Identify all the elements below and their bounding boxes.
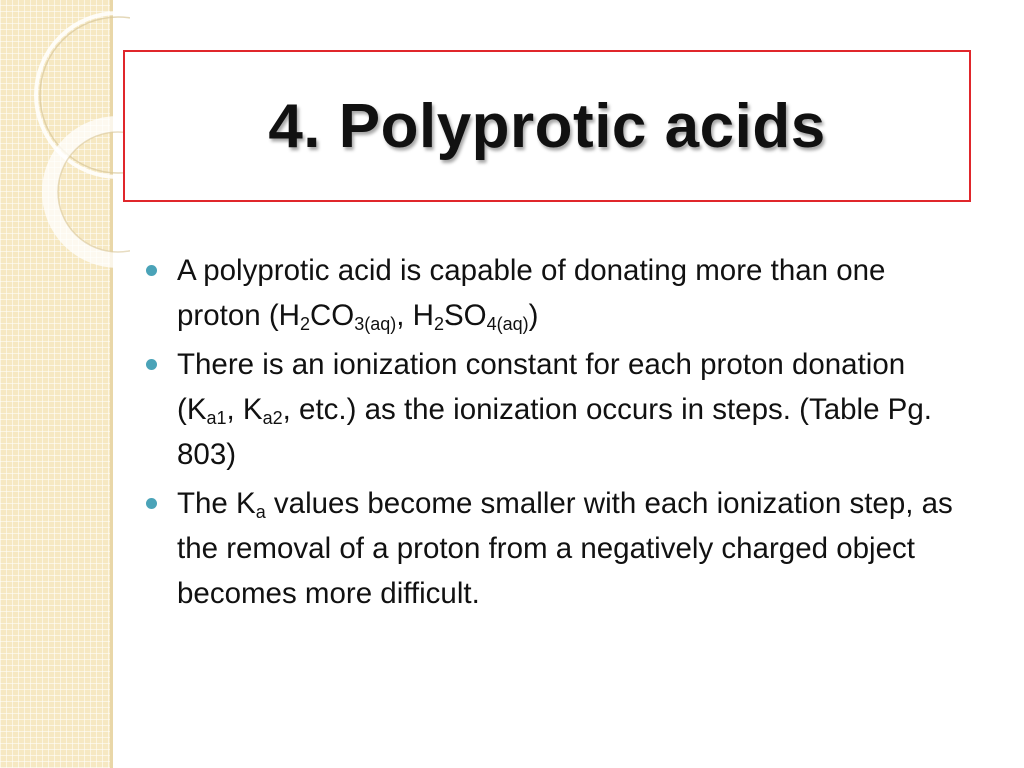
slide-title: 4. Polyprotic acids	[268, 91, 826, 161]
subscript: 2	[299, 314, 310, 334]
decorative-ring-large	[36, 13, 130, 177]
subscript: 4(aq)	[486, 314, 529, 334]
bullet-item	[146, 342, 966, 477]
bullet-dot-icon	[146, 359, 157, 370]
decorative-circles	[0, 0, 130, 300]
decorative-ring-small	[50, 124, 130, 260]
subscript: a2	[262, 408, 283, 428]
title-box	[123, 50, 971, 202]
decorative-ring-large-shade	[40, 17, 130, 173]
bullet-text: The $K_a$ values become smaller with each ionization step, as the removal of a proton from a negatively charged object becomes more difficult.	[177, 487, 953, 610]
subscript: 3(aq)	[354, 314, 397, 334]
bullet-text: A polyprotic acid is capable of donating more than one proton ($H_2CO_{3(aq)}$, $H_2SO_{4(aq)}$)	[177, 254, 886, 334]
bullet-item	[146, 248, 966, 338]
subscript: a	[255, 502, 266, 522]
bullet-dot-icon	[146, 265, 157, 276]
bullet-list	[146, 248, 966, 620]
subscript: a1	[206, 408, 227, 428]
subscript: 2	[433, 314, 444, 334]
bullet-text: There is an ionization constant for each proton donation ($K_{a1}$, $K_{a2}$, etc.) as the ionization occurs in steps. (Table Pg. 803)	[177, 348, 932, 471]
bullet-dot-icon	[146, 498, 157, 509]
bullet-item	[146, 481, 966, 616]
